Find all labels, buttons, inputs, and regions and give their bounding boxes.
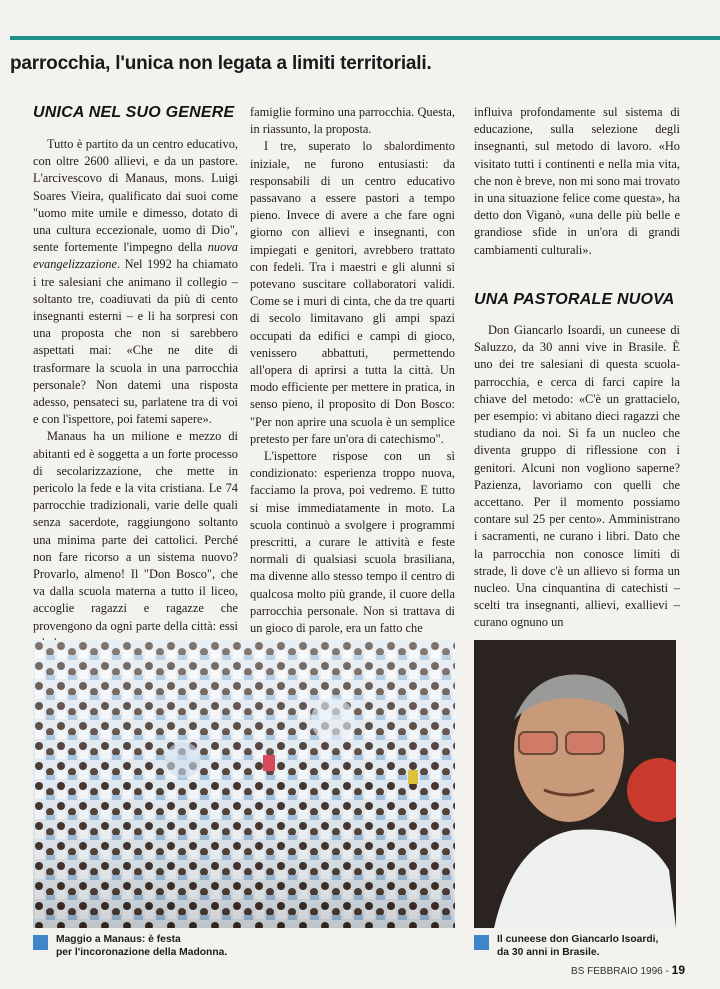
section-title-pastorale: UNA PASTORALE NUOVA: [474, 291, 675, 308]
caption-marker: [474, 935, 489, 950]
caption-line: da 30 anni in Brasile.: [497, 946, 600, 958]
page-footer: [571, 963, 685, 977]
caption-left: [56, 934, 227, 959]
crowd-illustration: [33, 640, 455, 928]
text-run: Tutto è partito da un centro educativo, con oltre 2600 allievi, e da un pastore. L'arcivescovo di Manaus, mons. Luigi Soares Vieira, qualificato dai suoi come "uomo mite umile e dimesso, dotato di una cultura eccezionale, uomo di Dio", sente fortemente l'impegno della: [33, 137, 238, 255]
portrait-illustration: [474, 640, 676, 928]
caption-line: Maggio a Manaus: è festa: [56, 934, 181, 945]
page-number: 19: [671, 963, 685, 977]
paragraph: [33, 136, 238, 428]
text-column-1: [33, 104, 238, 652]
caption-right: [497, 934, 658, 959]
caption-marker: [33, 935, 48, 950]
caption-line: Il cuneese don Giancarlo Isoardi,: [497, 934, 659, 945]
text-column-3: [474, 104, 680, 259]
top-rule: [10, 36, 720, 40]
paragraph: I tre, superato lo sbalordimento iniziale, ne furono entusiasti: da responsabili di un centro educativo passavano a essere pastori a tempo pieno. Invece di avere a che fare ogni giorno con allievi e insegnanti, con impiegati e genitori, avrebbero trattato con fedeli. Tra i maestri e gli alunni si potevano suscitare collaboratori validi. Come se i muri di cinta, che da tre quarti di secolo limitavano gli ampi spazi occupati da edifici e campi di gioco, venissero abbattuti, permettendo all'opera di aprirsi a tutta la città. Un modo efficiente per mettere in pratica, in senso pieno, il proposito di Don Bosco: "Per non aprire una scuola è un semplice pretesto per fare un'ora di catechismo".: [250, 139, 455, 446]
text-column-2: [250, 104, 455, 637]
paragraph: influiva profondamente sul sistema di educazione, sulla selezione degli insegnanti, sul metodo di lavoro. «Ho visitato tutti i continenti e nella mia vita, che non è breve, non mi sono mai trovato in una situazione felice come questa», ha detto don Viganò, «una delle più belle e grandiose sfide in un'ora di grandi cambiamenti culturali».: [474, 105, 680, 257]
paragraph: L'ispettore rispose con un sì condizionato: esperienza troppo nuova, facciamo la prova, poi vedremo. E tutto si mise immediatamente in moto. La scuola continuò a svolgere i programmi prescritti, a curare le attività e feste normali di qualsiasi scuola brasiliana, ma divenne allo stesso tempo il centro di qualcosa molto più grande, il cuore della parrocchia personale. Non si trattava di un gioco di parole, era un fatto che: [250, 449, 455, 636]
issue-label: BS FEBBRAIO 1996 -: [571, 966, 669, 977]
crowd-photo: [33, 640, 455, 928]
paragraph: Manaus ha un milione e mezzo di abitanti ed è soggetta a un forte processo di secolarizzazione, che mette in pericolo la fede e la vita cristiana. Le 74 parrocchie tradizionali, varie delle quali senza sacerdote, raggiungono soltanto una minima parte dei cattolici. Perché non fare ricorso a un sistema nuovo? Provarlo, almeno! Il "Don Bosco", che va dalla scuola materna a tutto il liceo, accoglie ragazzi e ragazze che provengono da ogni parte della città: essi: [33, 429, 238, 633]
paragraph: famiglie formino una parrocchia. Questa, in riassunto, la proposta.: [250, 105, 455, 137]
headline: parrocchia, l'unica non legata a limiti territoriali.: [10, 53, 432, 74]
portrait-photo: [474, 640, 676, 928]
italic-text: nuova evangelizzazione: [33, 240, 238, 272]
text-column-3b: [474, 322, 680, 632]
section-title-unica: UNICA NEL SUO GENERE: [33, 104, 235, 121]
paragraph: Don Giancarlo Isoardi, un cuneese di Saluzzo, da 30 anni vive in Brasile. È uno dei tre salesiani di questa scuola-parrocchia, e cerca di farci capire la chiave del metodo: «C'è un grattacielo, per esempio: vi abitano dieci ragazzi che studiano da noi. Si fa un nucleo che diventa gruppo di riflessione con i genitori. Alcuni non vogliono saperne? Pazienza, lavoriamo con quelli che accettano. Per il momento possiamo contare sul 25 per cento». Amministrano i sacramenti, ne curano i libri. Dato che la parrocchia non conosce limiti di strade, lì dove c'è un allievo si forma un nucleo. Una cinquantina di catechisti – scelti tra insegnanti, allievi, exallievi – curano ognuno un: [474, 323, 680, 630]
caption-line: per l'incoronazione della Madonna.: [56, 946, 228, 958]
text-run: . Nel 1992 ha chiamato i tre salesiani che animano il collegio – soltanto tre, coadiuvati da più di cento insegnanti esterni – e li ha sorpresi con una proposta che non si sarebbero aspettati mai: «Che ne dite di trasformare la scuola in una parrocchia personale? Non datemi una risposta adesso, pensateci su, parlatene tra di voi e con l'ispettore, poi fatemi sapere».: [33, 257, 238, 427]
